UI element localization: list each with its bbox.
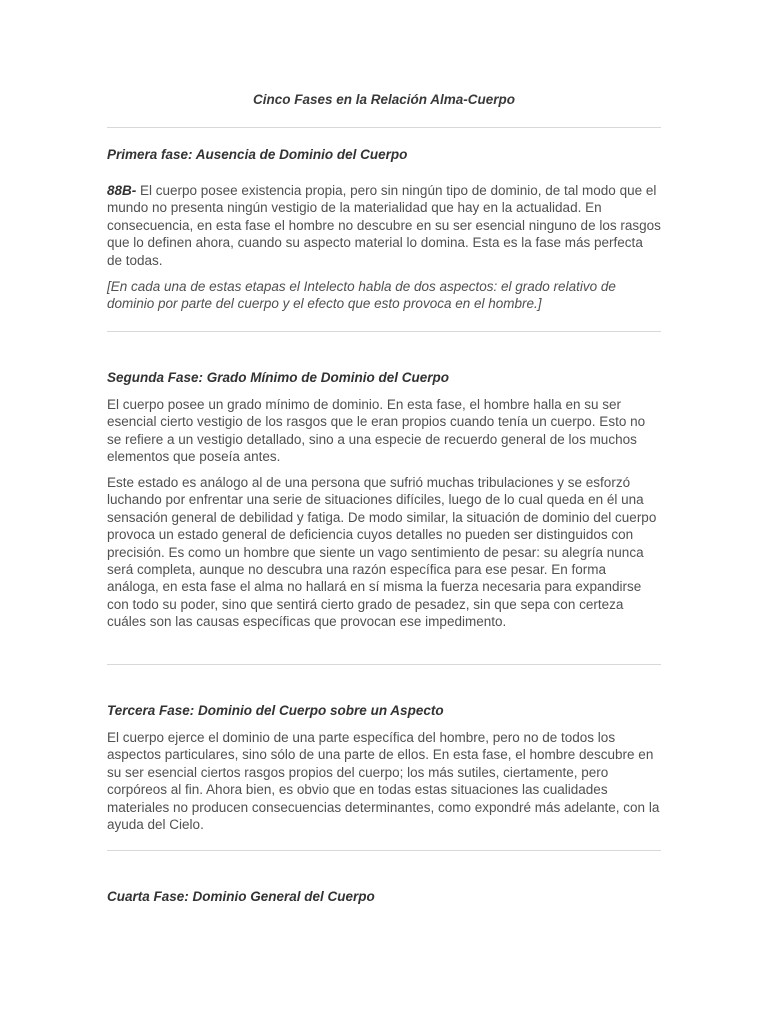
section-paragraph: [107, 182, 661, 269]
section-heading-tercera-fase: Tercera Fase: Dominio del Cuerpo sobre un Aspecto: [107, 703, 444, 718]
reference-marker: 88B-: [107, 183, 137, 198]
paragraph-text: El cuerpo posee existencia propia, pero sin ningún tipo de dominio, de tal modo que el mundo no presenta ningún vestigio de la materialidad que hay en la actualidad. En consecuencia, en esta fase el hombre no descubre en su ser esencial ninguno de los rasgos que lo definen ahora, cuando su aspecto material lo domina. Esta es la fase más perfecta de todas.: [107, 183, 661, 268]
section-paragraph: El cuerpo posee un grado mínimo de dominio. En esta fase, el hombre halla en su ser esencial cierto vestigio de los rasgos que le eran propios cuando tenía un cuerpo. Esto no se refiere a un vestigio detallado, sino a una especie de recuerdo general de los muchos elementos que poseía antes.: [107, 397, 646, 465]
section-heading-cuarta-fase: Cuarta Fase: Dominio General del Cuerpo: [107, 889, 375, 904]
section-paragraph: El cuerpo ejerce el dominio de una parte específica del hombre, pero no de todos los aspectos particulares, sino sólo de una parte de ellos. En esta fase, el hombre descubre en su ser esencial ciertos rasgos propios del cuerpo; los más sutiles, ciertamente, pero corpóreos al fin. Ahora bien, es obvio que en todas estas situaciones las cualidades materiales no producen consecuencias determinantes, como expondré más adelante, con la ayuda del Cielo.: [107, 730, 660, 833]
divider: [107, 664, 661, 665]
editorial-note: [En cada una de estas etapas el Intelecto habla de dos aspectos: el grado relativo de dominio por parte del cuerpo y el efecto que esto provoca en el hombre.]: [107, 279, 616, 312]
section-heading-segunda-fase: Segunda Fase: Grado Mínimo de Dominio del Cuerpo: [107, 370, 450, 385]
divider: [107, 331, 661, 332]
divider: [107, 850, 661, 851]
divider: [107, 127, 661, 128]
section-heading-primera-fase: Primera fase: Ausencia de Dominio del Cuerpo: [107, 147, 408, 162]
section-paragraph: Este estado es análogo al de una persona que sufrió muchas tribulaciones y se esforzó luchando por enfrentar una serie de situaciones difíciles, luego de lo cual queda en él una sensación general de debilidad y fatiga. De modo similar, la situación de dominio del cuerpo provoca un estado general de deficiencia cuyos detalles no pueden ser distinguidos con precisión. Es como un hombre que siente un vago sentimiento de pesar: su alegría nunca será completa, aunque no descubra una razón específica para ese pesar. En forma análoga, en esta fase el alma no hallará en sí misma la fuerza necesaria para expandirse con todo su poder, sino que sentirá cierto grado de pesadez, sin que sepa con certeza cuáles son las causas específicas que provocan ese impedimento.: [107, 475, 657, 630]
document-title: Cinco Fases en la Relación Alma-Cuerpo: [252, 92, 516, 107]
